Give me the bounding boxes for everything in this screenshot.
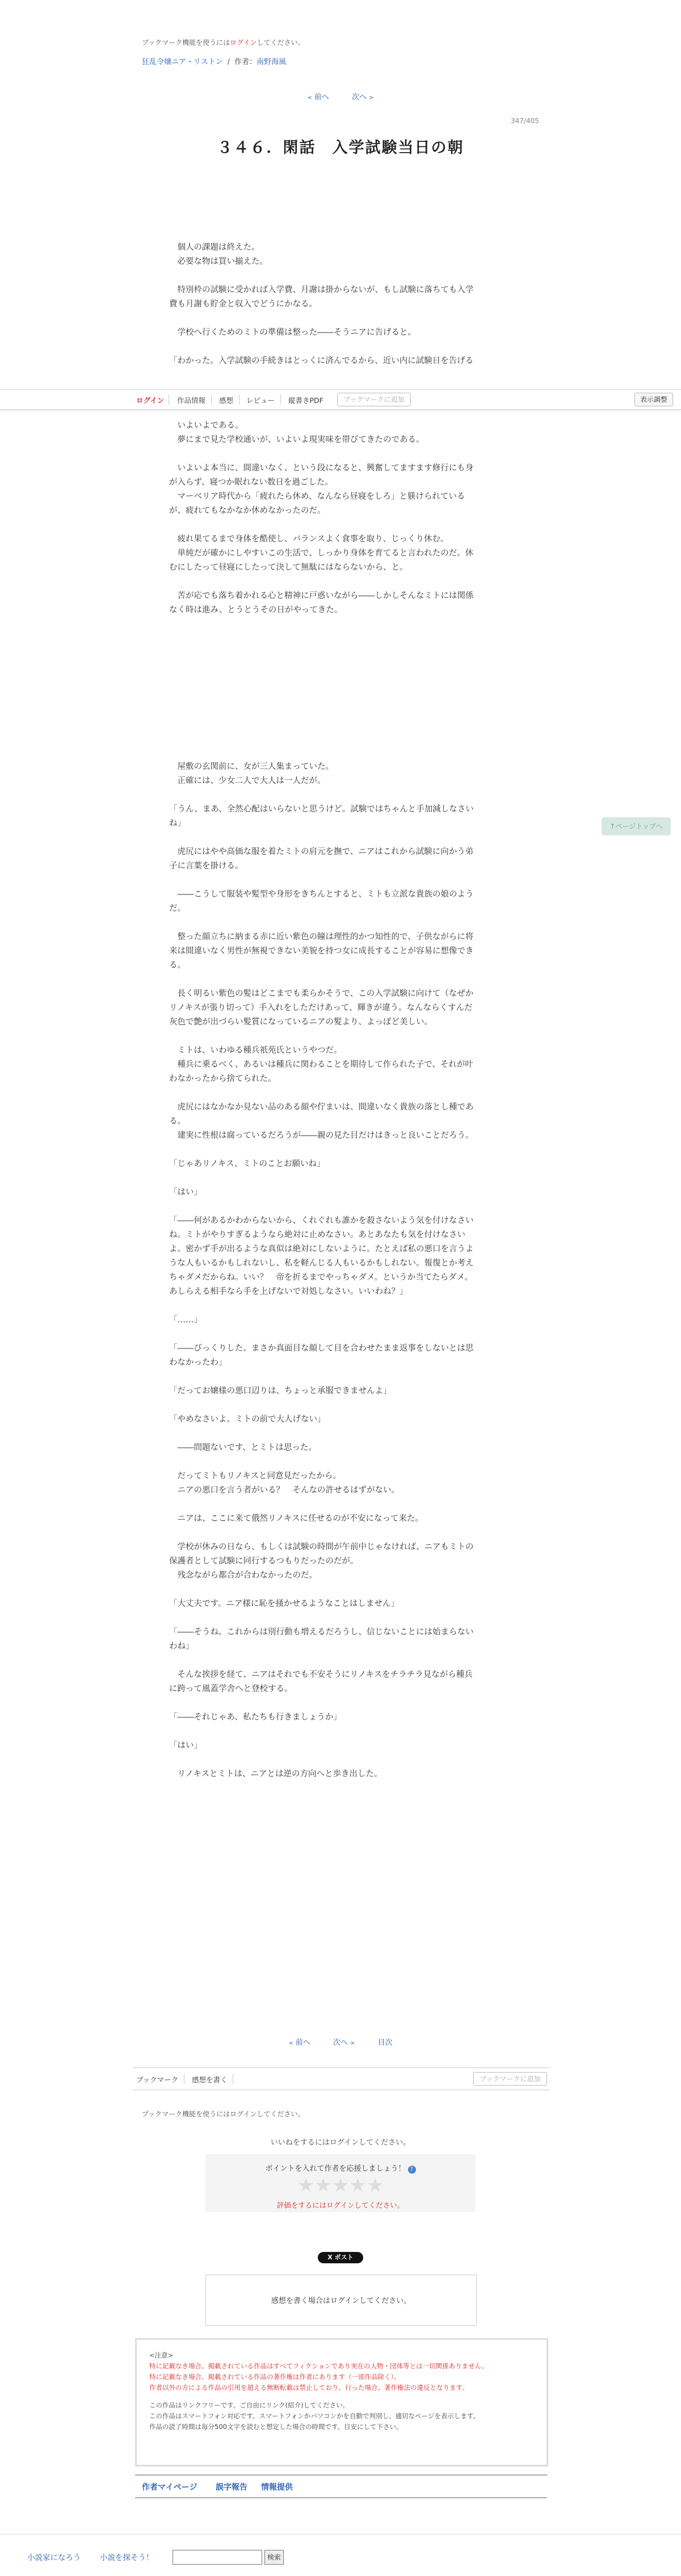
notice-line: この作品はスマートフォン対応です。スマートフォンかパソコンかを自動で判別し、適切なページを表示します。 (149, 2412, 480, 2420)
body-line: だってミトもリノキスと同意見だったから。 (169, 1472, 342, 1481)
novel-body-part2 (169, 419, 511, 617)
star-icon[interactable]: ★ (331, 2174, 350, 2197)
breadcrumb-separator: / (227, 58, 230, 66)
impression-box (205, 2275, 477, 2326)
body-line: 「うん、まあ、全然心配はいらないと思うけど。試験ではちゃんと手加減しなさい (169, 805, 474, 814)
star-icon[interactable]: ★ (297, 2174, 315, 2197)
help-icon[interactable]: ? (408, 2166, 416, 2174)
divider (211, 394, 212, 405)
prev-link[interactable] (308, 93, 329, 102)
body-line: あしらえる相手なら手を上げないで対処しなさい。いいわね？」 (169, 1287, 408, 1296)
body-line: に跨って風蓋学舎へと登校する。 (169, 1684, 293, 1693)
body-line: わなかったわ」 (169, 1358, 227, 1367)
like-login-note: いいねをするにはログインしてください。 (270, 2138, 411, 2147)
blank-line (169, 1498, 511, 1512)
body-line: 種兵に乗るべく、あるいは種兵に関わることを期待して作られた子で、それが叶 (169, 1060, 473, 1069)
body-line: る。 (169, 961, 186, 970)
body-line: 「はい」 (169, 1188, 202, 1197)
impression-login-note: 感想を書く場合はログインしてください。 (271, 2297, 411, 2305)
blank-line (169, 831, 511, 845)
notice-line: 特に記載なき場合、掲載されている作品の著作権は作者にあります（一部作品除く）。 (149, 2373, 401, 2381)
blank-line (169, 788, 511, 802)
toolbar-pdf[interactable]: 縦書きPDF (288, 396, 323, 405)
breadcrumb (142, 56, 286, 66)
rating-title (205, 2162, 476, 2174)
blank-line (169, 575, 511, 589)
author-page-link[interactable]: 作者マイページ (142, 2483, 197, 2492)
blank-line (169, 1583, 511, 1597)
body-line: だ。 (169, 904, 186, 913)
add-bookmark-button[interactable]: ブックマークに追加 (337, 393, 411, 406)
body-line: 学校へ行くためのミトの準備は整った――そうニアに告げると。 (169, 328, 416, 337)
blank-line (169, 1143, 511, 1157)
search-novels-link[interactable]: 小説を探そう！ (100, 2553, 154, 2562)
blank-line (169, 1327, 511, 1342)
star-icon[interactable]: ★ (349, 2174, 367, 2197)
body-line: が、疲れてもなかなか休めなかったのだ。 (169, 506, 326, 515)
notice-line: 特に記載なき場合、掲載されている作品はすべてフィクションであり実在の人物・団体等とは一切関係ありません。 (149, 2362, 489, 2370)
body-line: マーベリア時代から「疲れたら休め、なんなら昼寝をしろ」と躾けられている (169, 492, 465, 501)
body-line: いよいよである。 (169, 421, 243, 430)
toolbar-impression[interactable]: 感想 (219, 396, 234, 405)
blank-line (169, 1455, 511, 1469)
blank-line (169, 269, 511, 283)
body-line: 単純だが確かにしやすいこの生活で、しっかり身体を育てると言われたのだ。休 (169, 549, 474, 558)
divider (280, 394, 281, 405)
blank-line (169, 1427, 511, 1441)
novel-toolbar (0, 389, 681, 410)
toolbar-review[interactable]: レビュー (246, 396, 275, 405)
blank-line (169, 1696, 511, 1711)
body-line: 費も月謝も貯金と収入でどうにかなる。 (169, 300, 317, 309)
x-post-button[interactable]: X ポスト (318, 2252, 363, 2263)
blank-line (169, 1654, 511, 1668)
body-line: ね。ミトがやりすぎるようなら絶対に止めなさい。あとあなたも気を付けなさい (169, 1230, 465, 1239)
notice-line: この作品はリンクフリーです。ご自由にリンク(紹介)してください。 (149, 2401, 350, 2409)
prev-label: 前へ (295, 2039, 310, 2047)
blank-line (169, 312, 511, 326)
body-line: 「――それじゃあ、私たちも行きましょうか」 (169, 1713, 342, 1722)
body-line: 建実に性根は腐っているだろうが――親の見た目だけはきっと良いことだろう。 (169, 1131, 474, 1140)
body-line: 「だってお嬢様の悪口辺りは、ちょっと承服できませんよ」 (169, 1386, 392, 1396)
body-line: 「はい」 (169, 1741, 202, 1750)
site-footer (0, 2534, 681, 2576)
body-line: ――問題ないです、とミトは思った。 (169, 1443, 317, 1452)
prev-label: 前へ (314, 93, 329, 102)
body-line: リノキスとミトは、ニアとは逆の方向へと歩き出した。 (169, 1770, 382, 1779)
blank-line (169, 1370, 511, 1384)
novel-body-part3 (169, 760, 511, 1781)
body-line: わね」 (169, 1642, 194, 1651)
blank-line (169, 1171, 511, 1186)
notice-line: 作者以外の方による作品の引用を超える無断転載は禁止しており、行った場合、著作権法の違反となります。 (149, 2384, 469, 2392)
add-bookmark-button-bottom[interactable]: ブックマークに追加 (473, 2072, 547, 2086)
body-line: 屋敷の玄関前に、女が三人集まっていた。 (169, 762, 334, 771)
body-line: 特別枠の試験に受かれば入学費、月謝は掛からないが、もし試験に落ちても入学 (169, 285, 474, 295)
body-line: ミトは、いわゆる種兵祇苑氏というやつだ。 (169, 1046, 342, 1055)
write-impression-tab[interactable]: 感想を書く (192, 2075, 228, 2084)
chevron-left-icon: < (288, 2040, 293, 2046)
next-label: 次へ (352, 93, 367, 102)
body-line: ニアは、ここに来て俄然リノキスに任せるのが不安になって来た。 (169, 1514, 424, 1523)
toolbar-info[interactable]: 作品情報 (177, 396, 206, 405)
body-line: 「じゃあリノキス、ミトのことお願いね」 (169, 1159, 325, 1169)
star-rating[interactable] (291, 2176, 390, 2195)
blank-line (169, 916, 511, 930)
prev-link-bottom[interactable] (288, 2039, 310, 2047)
body-line: よ。密かず手が出るような真似は絶対にしないように。たとえば私の悪口を言うよ (169, 1245, 474, 1254)
body-line: 疲れ果てるまで身体を酷使し、バランスよく食事を取り、じっくり休む。 (169, 535, 449, 544)
blank-line (169, 1086, 511, 1100)
body-line: 「わかった。入学試験の手続きはとっくに済んでるから、近い内に試験日を告げる (169, 356, 474, 365)
novel-body-part1 (169, 241, 511, 368)
blank-line (169, 1526, 511, 1540)
body-line: ニアの悪口を言う者がいる？ そんなの許せるはずがない。 (169, 1486, 400, 1495)
search-input[interactable] (173, 2550, 262, 2565)
bookmark-login-note (142, 37, 305, 47)
body-line: ね」 (169, 819, 186, 828)
search-button[interactable]: 検索 (264, 2550, 284, 2565)
body-line: 正確には、少女二人で大人は一人だが。 (169, 776, 326, 785)
body-line: 来は間違いなく男性が無視できない美貌を持つ女に成長することが容易に想像でき (169, 947, 474, 956)
blank-line (169, 1200, 511, 1214)
body-line: わなかったから捨てられた。 (169, 1074, 276, 1083)
rating-title-text: ポイントを入れて作者を応援しましょう！ (265, 2165, 406, 2173)
body-line: ――こうして服装や髪型や身形をきちんとすると、ミトも立派な貴族の娘のよう (169, 890, 474, 899)
rating-box (205, 2154, 476, 2212)
star-icon[interactable]: ★ (366, 2174, 384, 2197)
body-line: 個人の課題は終えた。 (169, 243, 260, 252)
blank-line (169, 447, 511, 461)
next-link-bottom[interactable] (333, 2039, 355, 2047)
body-line: うな人もいるかもしれないし、私を軽んじる人もいるかもしれない。報復とか考え (169, 1259, 474, 1268)
author-link[interactable]: 南野海風 (257, 58, 287, 66)
body-line: 「――そうね。これからは別行動も増えるだろうし、信じないことには始まらない (169, 1628, 474, 1637)
body-line: 「大丈夫です。ニア様に恥を掻かせるようなことはしません」 (169, 1599, 399, 1608)
page-top-button[interactable]: ↑ページトップへ (602, 817, 671, 835)
body-line: むにしたって昼寝にしたって決して無駄にはならないから、と。 (169, 563, 408, 572)
body-line: 保護者として試験に同行するつもりだったのだが。 (169, 1557, 359, 1566)
chapter-title: ３４６．閑話 入学試験当日の朝 (217, 139, 464, 157)
body-line: そんな挨拶を経て、ニアはそれでも不安そうにリノキスをチラチラ見ながら種兵 (169, 1670, 473, 1679)
next-link[interactable] (352, 93, 373, 102)
author-label: 作者： (234, 58, 257, 66)
body-line: 必要な物は買い揃えた。 (169, 257, 268, 266)
blank-line (169, 518, 511, 532)
chevron-left-icon: < (307, 95, 312, 101)
body-line: リノキスが張り切って）手入れをしただけあって、輝きが違う。なんならくすんだ (169, 1003, 473, 1012)
body-line: 長く明るい紫色の髪はどこまでも柔らかそうで、この入学試験に向けて（なぜか (169, 989, 474, 998)
blank-line (169, 1753, 511, 1767)
login-link[interactable]: ログイン (230, 39, 257, 47)
blank-line (169, 340, 511, 354)
notice-line: 作品の読了時間は毎分500文字を読むと想定した場合の時間です。目安にして下さい。 (149, 2423, 403, 2431)
rating-login-note: 評価をするにはログインしてください。 (276, 2201, 405, 2209)
bookmark-login-note-bottom: ブックマーク機能を使うにはログインしてください。 (142, 2110, 305, 2118)
body-line: なく時は進み、とうとうその日がやってきた。 (169, 606, 343, 615)
blank-line (169, 1398, 511, 1413)
body-line: 虎尻にはやや高価な服を着たミトの肩元を撫で、ニアはこれから試験に向かう弟 (169, 847, 474, 856)
pager-bottom (0, 2036, 681, 2047)
body-line: 「――何があるかわからないから、くれぐれも誰かを殺さないよう気を付けなさい (169, 1216, 474, 1225)
body-line: が入らず、寝つか眠れない数日を過ごした。 (169, 478, 333, 487)
body-line: 夢にまで見た学校通いが、いよいよ現実味を帯びてきたのである。 (169, 435, 424, 444)
blank-line (169, 1611, 511, 1625)
body-line: 残念ながら都合が合わなかったのだ。 (169, 1571, 317, 1580)
toc-link[interactable]: 目次 (377, 2039, 393, 2047)
body-line: 学校が休みの日なら、もしくは試験の時間が午前中じゃなければ、ニアもミトの (169, 1543, 474, 1552)
blank-line (169, 1029, 511, 1044)
display-settings-button[interactable]: 表示調整 (634, 393, 673, 406)
novel-title-link[interactable]: 狂乱令嬢ニア・リストン (142, 58, 223, 66)
toolbar-login[interactable]: ログイン (136, 396, 165, 405)
notice-content (149, 2350, 535, 2432)
notice-heading: <注意> (149, 2351, 174, 2359)
pager-top (0, 91, 681, 102)
info-offer-link[interactable]: 情報提供 (261, 2483, 293, 2492)
body-line: 「……」 (169, 1316, 202, 1325)
page-count: 347/405 (511, 117, 539, 125)
bookmark-tab[interactable]: ブックマーク (136, 2075, 179, 2084)
body-line: 子に言葉を掛ける。 (169, 862, 243, 871)
bookmark-note-post: してください。 (257, 39, 305, 47)
body-line: 苦が応でも落ち着かれる心と精神に戸惑いながら――しかしそんなミトには関係 (169, 591, 474, 600)
blank-line (169, 1725, 511, 1739)
bookmark-note-pre: ブックマーク機能を使うには (142, 39, 230, 47)
body-line: ちゃダメだからね。いい？ 帝を折るまでやっちゃダメ。というか当てたらダメ。 (169, 1273, 473, 1282)
notice-box (135, 2338, 548, 2466)
star-icon[interactable]: ★ (314, 2174, 332, 2197)
body-line: いよいよ本当に、間違いなく、という段になると、興奮してますます修行にも身 (169, 464, 474, 473)
blank-line (169, 973, 511, 987)
body-line: 虎尻にはなかなか見ない品のある顔や佇まいは、間違いなく貴族の落とし種であ (169, 1103, 474, 1112)
chevron-right-icon: > (350, 2040, 355, 2046)
blank-line (169, 873, 511, 888)
site-home-link[interactable]: 小説家になろう (27, 2553, 81, 2562)
body-line: 整った顔立ちに納まる赤に近い紫色の瞳は理性的かつ知性的で、子供ながらに将 (169, 932, 474, 942)
body-line: 「――びっくりした。まさか真面目な顔して目を合わせたまま返事をしないとは思 (169, 1344, 474, 1353)
next-label: 次へ (333, 2039, 348, 2047)
body-line: る。 (169, 1117, 186, 1126)
chevron-right-icon: > (369, 95, 374, 101)
footer-links (135, 2474, 547, 2498)
typo-report-link[interactable]: 誤字報告 (216, 2483, 247, 2492)
body-line: 灰色で艶が出づらい髪質になっているニアの髪より、よっぽど美しい。 (169, 1018, 432, 1027)
blank-line (169, 1299, 511, 1313)
body-line: 「やめなさいよ。ミトの前で大人げない」 (169, 1415, 326, 1424)
bottom-action-bar (133, 2067, 549, 2090)
